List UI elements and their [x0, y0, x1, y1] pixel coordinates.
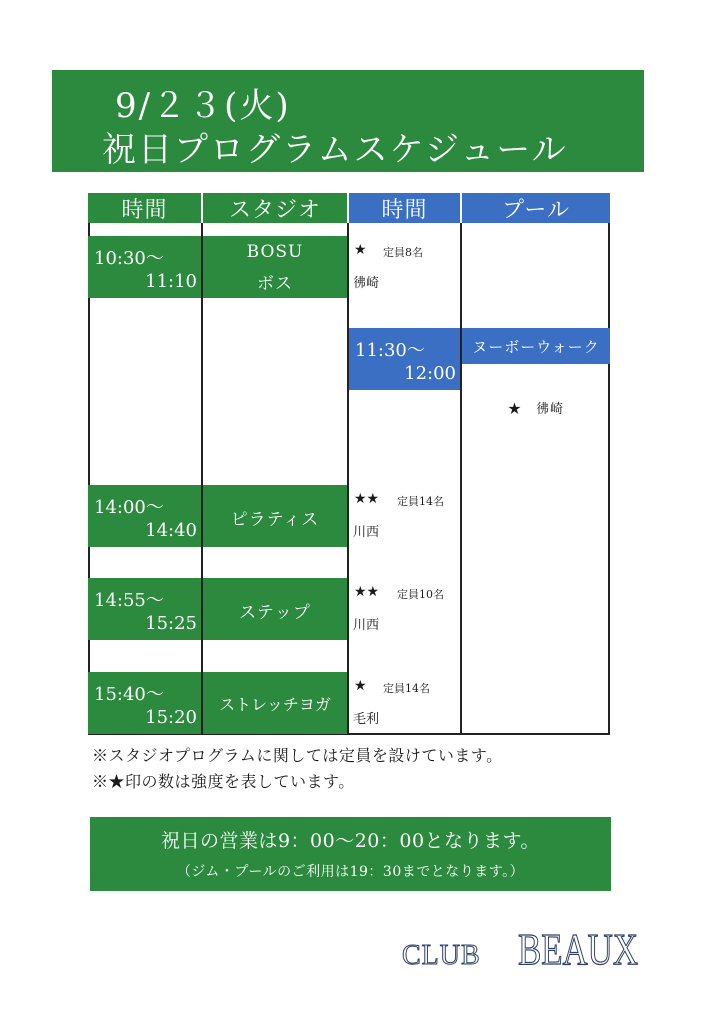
- program-name: BOSU: [246, 242, 304, 262]
- capacity: 定員14名: [383, 682, 430, 695]
- studio-time-block: [88, 672, 201, 734]
- instructor: ★ 彿崎: [507, 402, 564, 417]
- intensity-stars: ★★: [354, 491, 380, 507]
- start-time: 14:00～: [94, 497, 164, 518]
- logo-text-club: CLUB: [402, 940, 481, 971]
- studio-note: [349, 485, 460, 547]
- studio-program-block: [203, 672, 347, 734]
- instructor: 毛利: [353, 712, 380, 727]
- program-name-kana: ボス: [257, 274, 293, 294]
- studio-note: [349, 672, 460, 734]
- footnote-stars: ※★印の数は強度を表しています。: [92, 772, 355, 791]
- pool-note: [462, 396, 610, 420]
- studio-time-block: [88, 485, 201, 547]
- business-hours: 祝日の営業は9：00～20：00となります。: [160, 830, 541, 852]
- intensity-stars: ★: [354, 678, 367, 694]
- studio-program-block: [203, 578, 347, 640]
- end-time: 12:00: [404, 363, 456, 384]
- pool-time-block: [349, 328, 460, 390]
- header-time-studio: 時間: [88, 193, 201, 223]
- end-time: 14:40: [145, 520, 197, 541]
- studio-note: [349, 578, 460, 640]
- grid-line: [460, 223, 462, 735]
- start-time: 15:40～: [94, 684, 164, 705]
- intensity-stars: ★★: [354, 584, 380, 600]
- studio-time-block: [88, 578, 201, 640]
- studio-program-block: [203, 236, 347, 298]
- program-name: ステップ: [239, 603, 311, 623]
- grid-line: [608, 223, 610, 735]
- intensity-stars: ★: [354, 242, 367, 258]
- logo-text-beaux: BEAUX: [518, 925, 638, 974]
- program-name: ピラティス: [230, 510, 320, 530]
- studio-note: [349, 236, 460, 298]
- end-time: 15:20: [145, 707, 197, 728]
- page-title: 祝日プログラムスケジュール: [102, 130, 568, 170]
- start-time: 14:55～: [94, 590, 164, 611]
- schedule-table: [88, 193, 610, 735]
- end-time: 11:10: [145, 271, 197, 292]
- capacity: 定員8名: [383, 246, 423, 259]
- instructor: 川西: [353, 525, 380, 540]
- capacity: 定員10名: [397, 588, 444, 601]
- grid-line: [347, 223, 349, 735]
- program-name: ストレッチヨガ: [219, 695, 331, 714]
- start-time: 11:30～: [355, 340, 425, 361]
- end-time: 15:25: [145, 613, 197, 634]
- header-time-pool: 時間: [349, 193, 460, 223]
- grid-line: [201, 223, 203, 735]
- program-name: ヌーボーウォーク: [472, 338, 600, 356]
- header-studio: スタジオ: [203, 193, 347, 223]
- footnote-capacity: ※スタジオプログラムに関しては定員を設けています。: [92, 746, 503, 765]
- gym-pool-hours: （ジム・プールのご利用は19：30までとなります。）: [176, 864, 525, 880]
- studio-time-block: [88, 236, 201, 298]
- header-pool: プール: [462, 193, 610, 223]
- instructor: 川西: [353, 618, 380, 633]
- pool-program-block: [462, 328, 610, 364]
- start-time: 10:30～: [94, 248, 164, 269]
- instructor: 彿崎: [353, 276, 380, 291]
- club-beaux-logo: [402, 900, 642, 972]
- title-date: 9/２３(火): [115, 86, 291, 126]
- studio-program-block: [203, 485, 347, 547]
- capacity: 定員14名: [397, 495, 444, 508]
- grid-line: [88, 223, 90, 735]
